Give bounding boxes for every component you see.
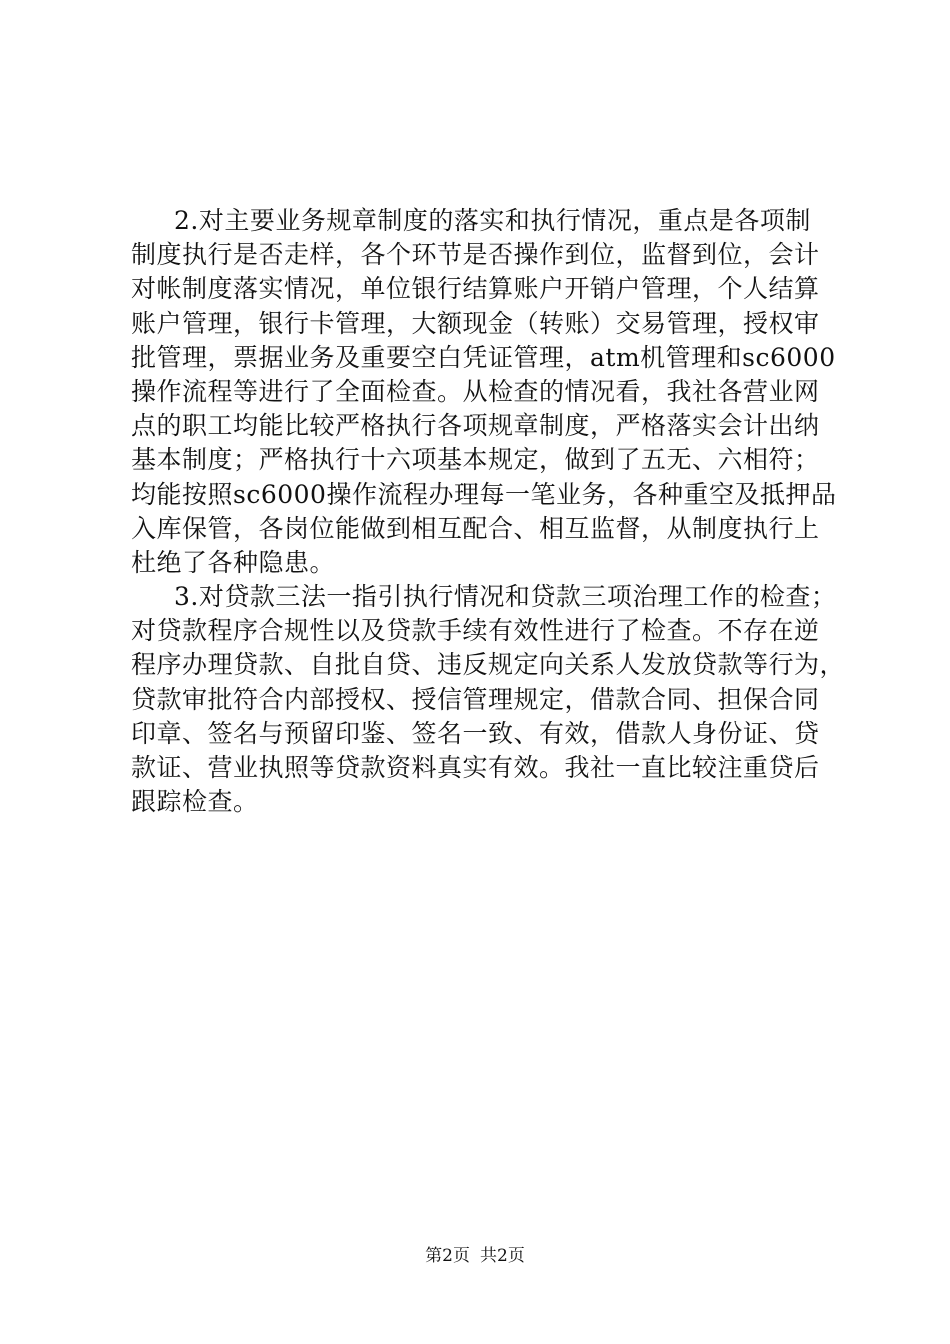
page-footer	[0, 1245, 950, 1267]
text-line: 印章、签名与预留印鉴、签名一致、有效，借款人身份证、贷	[131, 718, 820, 748]
text-line: 2.对主要业务规章制度的落实和执行情况，重点是各项制	[174, 206, 811, 235]
text-line: 程序办理贷款、自批自贷、违反规定向关系人发放贷款等行为，	[131, 650, 846, 680]
text-line: 对帐制度落实情况，单位银行结算账户开销户管理，个人结算	[131, 274, 820, 304]
text-line: 制度执行是否走样，各个环节是否操作到位，监督到位，会计	[131, 240, 820, 270]
document-body	[131, 204, 846, 819]
text-line: 均能按照sc6000操作流程办理每一笔业务，各种重空及抵押品	[131, 479, 837, 509]
text-line: 账户管理，银行卡管理，大额现金（转账）交易管理，授权审	[131, 308, 820, 338]
text-line: 点的职工均能比较严格执行各项规章制度，严格落实会计出纳	[131, 411, 820, 441]
text-line: 对贷款程序合规性以及贷款手续有效性进行了检查。不存在逆	[131, 616, 820, 646]
text-line: 操作流程等进行了全面检查。从检查的情况看，我社各营业网	[131, 376, 820, 406]
text-line: 贷款审批符合内部授权、授信管理规定，借款合同、担保合同	[131, 684, 820, 714]
text-line: 款证、营业执照等贷款资料真实有效。我社一直比较注重贷后	[131, 753, 820, 782]
page-total: 共2页	[480, 1246, 525, 1266]
page-number: 第2页	[425, 1246, 470, 1266]
text-line: 入库保管，各岗位能做到相互配合、相互监督，从制度执行上	[131, 513, 820, 543]
text-line: 3.对贷款三法一指引执行情况和贷款三项治理工作的检查；	[174, 582, 837, 612]
text-line: 跟踪检查。	[131, 787, 259, 817]
text-line: 批管理，票据业务及重要空白凭证管理，atm机管理和sc6000	[131, 342, 836, 372]
paragraph-3	[131, 580, 846, 819]
paragraph-2	[131, 204, 837, 580]
text-line: 基本制度；严格执行十六项基本规定，做到了五无、六相符；	[131, 445, 820, 475]
text-line: 杜绝了各种隐患。	[131, 547, 336, 577]
